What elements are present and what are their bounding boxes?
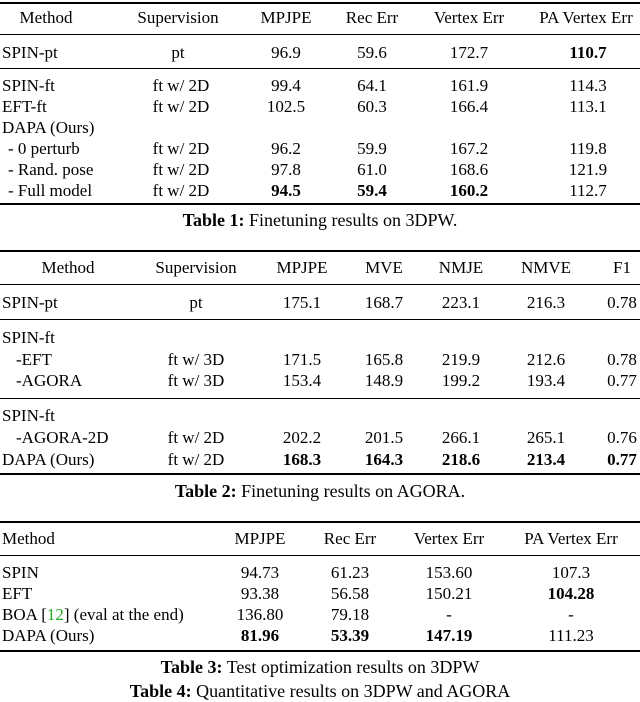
value-cell: 111.23	[548, 626, 594, 645]
caption-label: Table 3:	[160, 657, 223, 677]
method-cell: - 0 perturb	[8, 139, 80, 158]
method-cell: DAPA (Ours)	[2, 626, 95, 645]
table-row	[0, 405, 640, 426]
method-cell: DAPA (Ours)	[2, 118, 95, 137]
value-cell: 0.78	[607, 350, 637, 369]
caption-text: Finetuning results on AGORA.	[241, 481, 466, 501]
header-rule	[0, 34, 640, 35]
header-mpjpe: MPJPE	[276, 258, 328, 277]
value-cell: 223.1	[441, 293, 481, 312]
value-cell: 59.6	[357, 43, 387, 62]
value-cell: 0.78	[607, 293, 637, 312]
method-cell: SPIN-ft	[2, 328, 55, 347]
header-method: Method	[41, 258, 95, 277]
value-cell: -	[568, 605, 574, 624]
value-cell: 97.8	[271, 160, 301, 179]
supervision-cell: ft w/ 3D	[167, 371, 225, 390]
header-vertex-err: Vertex Err	[413, 529, 485, 548]
caption-label: Table 4:	[129, 681, 192, 701]
value-cell: 219.9	[441, 350, 481, 369]
method-cell: SPIN-pt	[2, 293, 58, 312]
value-cell: 121.9	[568, 160, 608, 179]
table-caption	[0, 656, 640, 678]
method-cell: DAPA (Ours)	[2, 450, 95, 469]
method-text: ] (eval at the end)	[63, 605, 184, 624]
value-cell: 96.2	[271, 139, 301, 158]
method-cell: -AGORA-2D	[16, 428, 109, 447]
header-rule	[0, 555, 640, 556]
header-rec-err: Rec Err	[345, 8, 399, 27]
value-cell: 81.96	[240, 626, 280, 645]
value-cell: 94.5	[271, 181, 301, 200]
table-row	[0, 427, 640, 448]
value-cell: 0.77	[607, 450, 637, 469]
value-cell: 216.3	[526, 293, 566, 312]
value-cell: 99.4	[271, 76, 301, 95]
value-cell: 64.1	[357, 76, 387, 95]
value-cell: 202.2	[282, 428, 322, 447]
citation-link[interactable]: 12	[46, 605, 64, 624]
table-row	[0, 159, 640, 180]
value-cell: 172.7	[449, 43, 489, 62]
header-nmje: NMJE	[438, 258, 484, 277]
value-cell: 59.9	[357, 139, 387, 158]
value-cell: 218.6	[441, 450, 481, 469]
value-cell: 160.2	[449, 181, 489, 200]
value-cell: -	[446, 605, 452, 624]
header-f1: F1	[613, 258, 631, 277]
value-cell: 168.7	[364, 293, 404, 312]
table-caption	[0, 480, 640, 502]
table-row	[0, 583, 640, 604]
caption-text: Quantitative results on 3DPW and AGORA	[196, 681, 511, 701]
value-cell: 94.73	[240, 563, 280, 582]
value-cell: 56.58	[330, 584, 370, 603]
value-cell: 60.3	[357, 97, 387, 116]
table-caption	[0, 209, 640, 231]
section-rule	[0, 68, 640, 69]
value-cell: 102.5	[266, 97, 306, 116]
table-row	[0, 349, 640, 370]
bottom-rule	[0, 203, 640, 205]
table-row	[0, 180, 640, 201]
top-rule	[0, 250, 640, 252]
value-cell: 164.3	[364, 450, 404, 469]
header-supervision: Supervision	[137, 8, 219, 27]
value-cell: 175.1	[282, 293, 322, 312]
method-cell: EFT-ft	[2, 97, 47, 116]
value-cell: 93.38	[240, 584, 280, 603]
value-cell: 119.8	[569, 139, 607, 158]
supervision-cell: ft w/ 2D	[152, 139, 210, 158]
value-cell: 213.4	[526, 450, 566, 469]
table-row	[0, 327, 640, 348]
value-cell: 104.28	[547, 584, 595, 603]
value-cell: 167.2	[449, 139, 489, 158]
method-cell: EFT	[2, 584, 33, 603]
supervision-cell: ft w/ 2D	[152, 76, 210, 95]
value-cell: 199.2	[441, 371, 481, 390]
bottom-rule	[0, 650, 640, 652]
value-cell: 0.76	[607, 428, 637, 447]
value-cell: 212.6	[526, 350, 566, 369]
value-cell: 79.18	[330, 605, 370, 624]
header-rule	[0, 284, 640, 285]
header-method: Method	[19, 8, 73, 27]
method-cell: -EFT	[16, 350, 52, 369]
value-cell: 171.5	[282, 350, 322, 369]
table-row	[0, 604, 640, 625]
value-cell: 161.9	[449, 76, 489, 95]
value-cell: 153.4	[282, 371, 322, 390]
value-cell: 53.39	[330, 626, 370, 645]
method-cell: SPIN	[2, 563, 39, 582]
header-nmve: NMVE	[520, 258, 572, 277]
value-cell: 153.60	[425, 563, 473, 582]
supervision-cell: ft w/ 2D	[152, 97, 210, 116]
value-cell: 136.80	[236, 605, 284, 624]
value-cell: 147.19	[425, 626, 473, 645]
method-cell: - Full model	[8, 181, 93, 200]
value-cell: 112.7	[569, 181, 607, 200]
top-rule	[0, 521, 640, 523]
table-row	[0, 96, 640, 117]
value-cell: 110.7	[569, 43, 607, 62]
table-row	[0, 562, 640, 583]
supervision-cell: pt	[171, 43, 185, 62]
supervision-cell: ft w/ 3D	[167, 350, 225, 369]
header-vertex-err: Vertex Err	[433, 8, 505, 27]
supervision-cell: ft w/ 2D	[152, 160, 210, 179]
value-cell: 266.1	[441, 428, 481, 447]
value-cell: 0.77	[607, 371, 637, 390]
table-row	[0, 370, 640, 391]
header-mpjpe: MPJPE	[260, 8, 312, 27]
value-cell: 59.4	[357, 181, 387, 200]
bottom-rule	[0, 473, 640, 475]
caption-label: Table 1:	[182, 210, 245, 230]
table-header-row	[0, 528, 640, 549]
method-cell	[2, 604, 184, 625]
value-cell: 201.5	[364, 428, 404, 447]
header-rec-err: Rec Err	[323, 529, 377, 548]
method-text: BOA [	[2, 605, 47, 624]
caption-text: Test optimization results on 3DPW	[226, 657, 480, 677]
value-cell: 168.3	[282, 450, 322, 469]
value-cell: 165.8	[364, 350, 404, 369]
value-cell: 107.3	[551, 563, 591, 582]
value-cell: 265.1	[526, 428, 566, 447]
table-row	[0, 449, 640, 470]
header-method: Method	[2, 529, 55, 548]
method-cell: SPIN-ft	[2, 406, 55, 425]
value-cell: 166.4	[449, 97, 489, 116]
value-cell: 61.0	[357, 160, 387, 179]
value-cell: 193.4	[526, 371, 566, 390]
supervision-cell: pt	[189, 293, 203, 312]
method-cell: SPIN-ft	[2, 76, 55, 95]
table-header-row	[0, 257, 640, 278]
value-cell: 114.3	[569, 76, 607, 95]
value-cell: 61.23	[330, 563, 370, 582]
table-row	[0, 625, 640, 646]
table-row	[0, 75, 640, 96]
table-row	[0, 138, 640, 159]
header-supervision: Supervision	[155, 258, 237, 277]
section-rule	[0, 398, 640, 399]
table-row	[0, 292, 640, 313]
header-pa-vertex-err: PA Vertex Err	[539, 8, 633, 27]
supervision-cell: ft w/ 2D	[152, 181, 210, 200]
method-cell: - Rand. pose	[8, 160, 94, 179]
table-header-row	[0, 7, 640, 28]
value-cell: 168.6	[449, 160, 489, 179]
header-mpjpe: MPJPE	[234, 529, 286, 548]
caption-text: Finetuning results on 3DPW.	[249, 210, 458, 230]
supervision-cell: ft w/ 2D	[167, 450, 225, 469]
header-mve: MVE	[365, 258, 403, 277]
value-cell: 150.21	[425, 584, 473, 603]
section-rule	[0, 319, 640, 320]
value-cell: 148.9	[364, 371, 404, 390]
table-row	[0, 42, 640, 63]
header-pa-vertex-err: PA Vertex Err	[524, 529, 618, 548]
table-row	[0, 117, 640, 138]
method-cell: SPIN-pt	[2, 43, 58, 62]
value-cell: 96.9	[271, 43, 301, 62]
top-rule	[0, 2, 640, 4]
supervision-cell: ft w/ 2D	[167, 428, 225, 447]
table-caption	[0, 680, 640, 702]
caption-label: Table 2:	[174, 481, 237, 501]
method-cell: -AGORA	[16, 371, 83, 390]
value-cell: 113.1	[569, 97, 607, 116]
